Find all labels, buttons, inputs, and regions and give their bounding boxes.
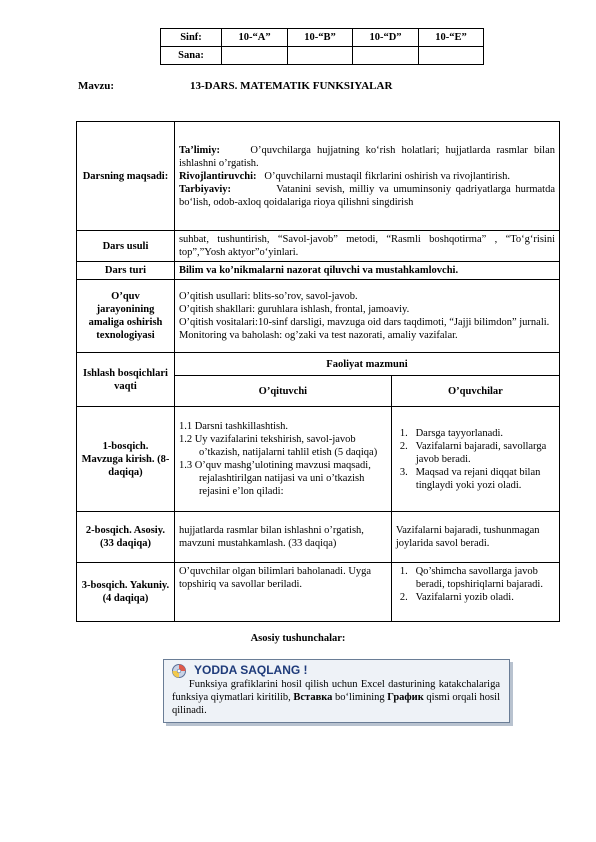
- row-label: 3-bosqich. Yakuniy. (4 daqiqa): [77, 563, 175, 622]
- row-usuli: [77, 231, 560, 262]
- texnologiya-line: Monitoring va baholash: og’zaki va test nazorati, amaliy vazifalar.: [178, 330, 458, 341]
- row-label: Ishlash bosqichlari vaqti: [77, 353, 175, 407]
- sinf-row: [161, 29, 484, 47]
- row-label: Dars turi: [77, 262, 175, 280]
- class-cell: 10-“E”: [419, 29, 484, 47]
- date-cell: [419, 47, 484, 65]
- turi-text: Bilim va ko’nikmalarni nazorat qiluvchi va mustahkamlovchi.: [174, 262, 559, 280]
- texnologiya-content: [174, 280, 559, 353]
- mavzu-label: Mavzu:: [78, 80, 115, 92]
- row-maqsad: [77, 122, 560, 231]
- student-item: 2. Vazifalarni bajaradi, savollarga javob beradi.: [399, 440, 547, 465]
- student-item: 2. Vazifalarni yozib oladi.: [399, 592, 514, 603]
- row-bosqich3: [77, 563, 560, 622]
- lesson-plan-table: [76, 121, 560, 622]
- row-texnologiya: [77, 280, 560, 353]
- maqsad-content: [174, 122, 559, 231]
- talimiy-text: O’quvchilarga hujjatning ko‘rish holatlari; hujjatlarda rasmlar bilan ishlashni o’rgatish.: [178, 144, 556, 169]
- row-bosqich2: [77, 512, 560, 563]
- sinf-label: Sinf:: [161, 29, 222, 47]
- class-cell: 10-“A”: [222, 29, 288, 47]
- teacher-content: hujjatlarda rasmlar bilan ishlashni o’rgatish, mavzuni mustahkamlash. (33 daqiqa): [174, 512, 391, 563]
- row-label: Dars usuli: [77, 231, 175, 262]
- teacher-item: 1.1 Darsni tashkillashtish.: [178, 421, 289, 432]
- texnologiya-line: O’qitish shakllari: guruhlara ishlash, frontal, jamoaviy.: [178, 304, 410, 315]
- class-cell: 10-“D”: [352, 29, 418, 47]
- class-cell: 10-“B”: [288, 29, 353, 47]
- students-content: [391, 407, 559, 512]
- row-label: 2-bosqich. Asosiy. (33 daqiqa): [77, 512, 175, 563]
- row-turi: [77, 262, 560, 280]
- remember-note: [163, 659, 510, 723]
- date-cell: [222, 47, 288, 65]
- teacher-header: O’qituvchi: [174, 376, 391, 407]
- texnologiya-line: O’qitish usullari: blits-so’rov, savol-javob.: [178, 291, 358, 302]
- texnologiya-line: O’qitish vositalari:10-sinf darsligi, mavzuga oid dars taqdimoti, “Jajji bilimdon” jurnali.: [178, 317, 550, 328]
- lesson-title: 13-DARS. MATEMATIK FUNKSIYALAR: [190, 80, 393, 92]
- note-bold-insert: Вставка: [293, 692, 333, 703]
- student-item: 3. Maqsad va rejani diqqat bilan tinglaydi yoki yozi oladi.: [399, 466, 541, 491]
- student-item: 1. Qo’shimcha savollarga javob beradi, topshiriqlarni bajaradi.: [399, 566, 543, 590]
- students-header: O’quvchilar: [391, 376, 559, 407]
- date-cell: [352, 47, 418, 65]
- note-body: Funksiya grafiklarini hosil qilish uchun Excel dasturining katakchalariga funksiya qiymatlari kiritilib, Вставка bo‘limining График qismi orqali hosil qilinadi.: [172, 679, 501, 716]
- usuli-text: suhbat, tushuntirish, “Savol-javob” metodi, “Rasmli boshqotirma” , “To‘g‘risini top”,”Yosh aktyor”o‘yinlari.: [174, 231, 559, 262]
- teacher-content: O’quvchilar olgan bilimlari baholanadi. Uyga topshiriq va savollar beriladi.: [174, 563, 391, 622]
- note-title: YODDA SAQLANG !: [194, 663, 308, 677]
- row-bosqich1: [77, 407, 560, 512]
- row-label: 1-bosqich. Mavzuga kirish. (8-daqiqa): [77, 407, 175, 512]
- asosiy-tushunchalar-heading: Asosiy tushunchalar:: [250, 633, 346, 644]
- row-bosqich-header: [77, 353, 560, 376]
- students-content: [391, 563, 559, 622]
- talimiy-label: Ta’limiy:: [178, 144, 220, 156]
- sana-label: Sana:: [161, 47, 222, 65]
- faoliyat-header: Faoliyat mazmuni: [174, 353, 559, 376]
- teacher-item: 1.2 Uy vazifalarini tekshirish, savol-javob o’tkazish, natijalarni tahlil etish (5 daqiqa): [178, 434, 378, 458]
- cd-icon: [172, 664, 186, 678]
- teacher-content: [174, 407, 391, 512]
- row-label: O’quv jarayonining amaliga oshirish texnologiyasi: [77, 280, 175, 353]
- class-date-table: [160, 28, 484, 65]
- date-cell: [288, 47, 353, 65]
- students-content: Vazifalarni bajaradi, tushunmagan joylarida savol beradi.: [391, 512, 559, 563]
- tarbiy-text: Vatanini sevish, milliy va umuminsoniy qadriyatlarga hurmatda bo‘lish, odob-axloq qoidalariga rioya qilishni singdirish: [178, 183, 556, 208]
- row-label: Darsning maqsadi:: [77, 122, 175, 231]
- rivoj-text: O’quvchilarni mustaqil fikrlarini oshirish va rivojlantirish.: [264, 170, 510, 182]
- student-item: 1. Darsga tayyorlanadi.: [399, 427, 504, 439]
- note-bold-chart: График: [387, 692, 424, 703]
- sana-row: [161, 47, 484, 65]
- rivoj-label: Rivojlantiruvchi:: [178, 170, 257, 182]
- tarbiy-label: Tarbiyaviy:: [178, 183, 232, 195]
- teacher-item: 1.3 O’quv mashg’ulotining mavzusi maqsadi, rejalashtirilgan natijasi va uni o’tkazish rejasini e’lon qiladi:: [178, 460, 371, 497]
